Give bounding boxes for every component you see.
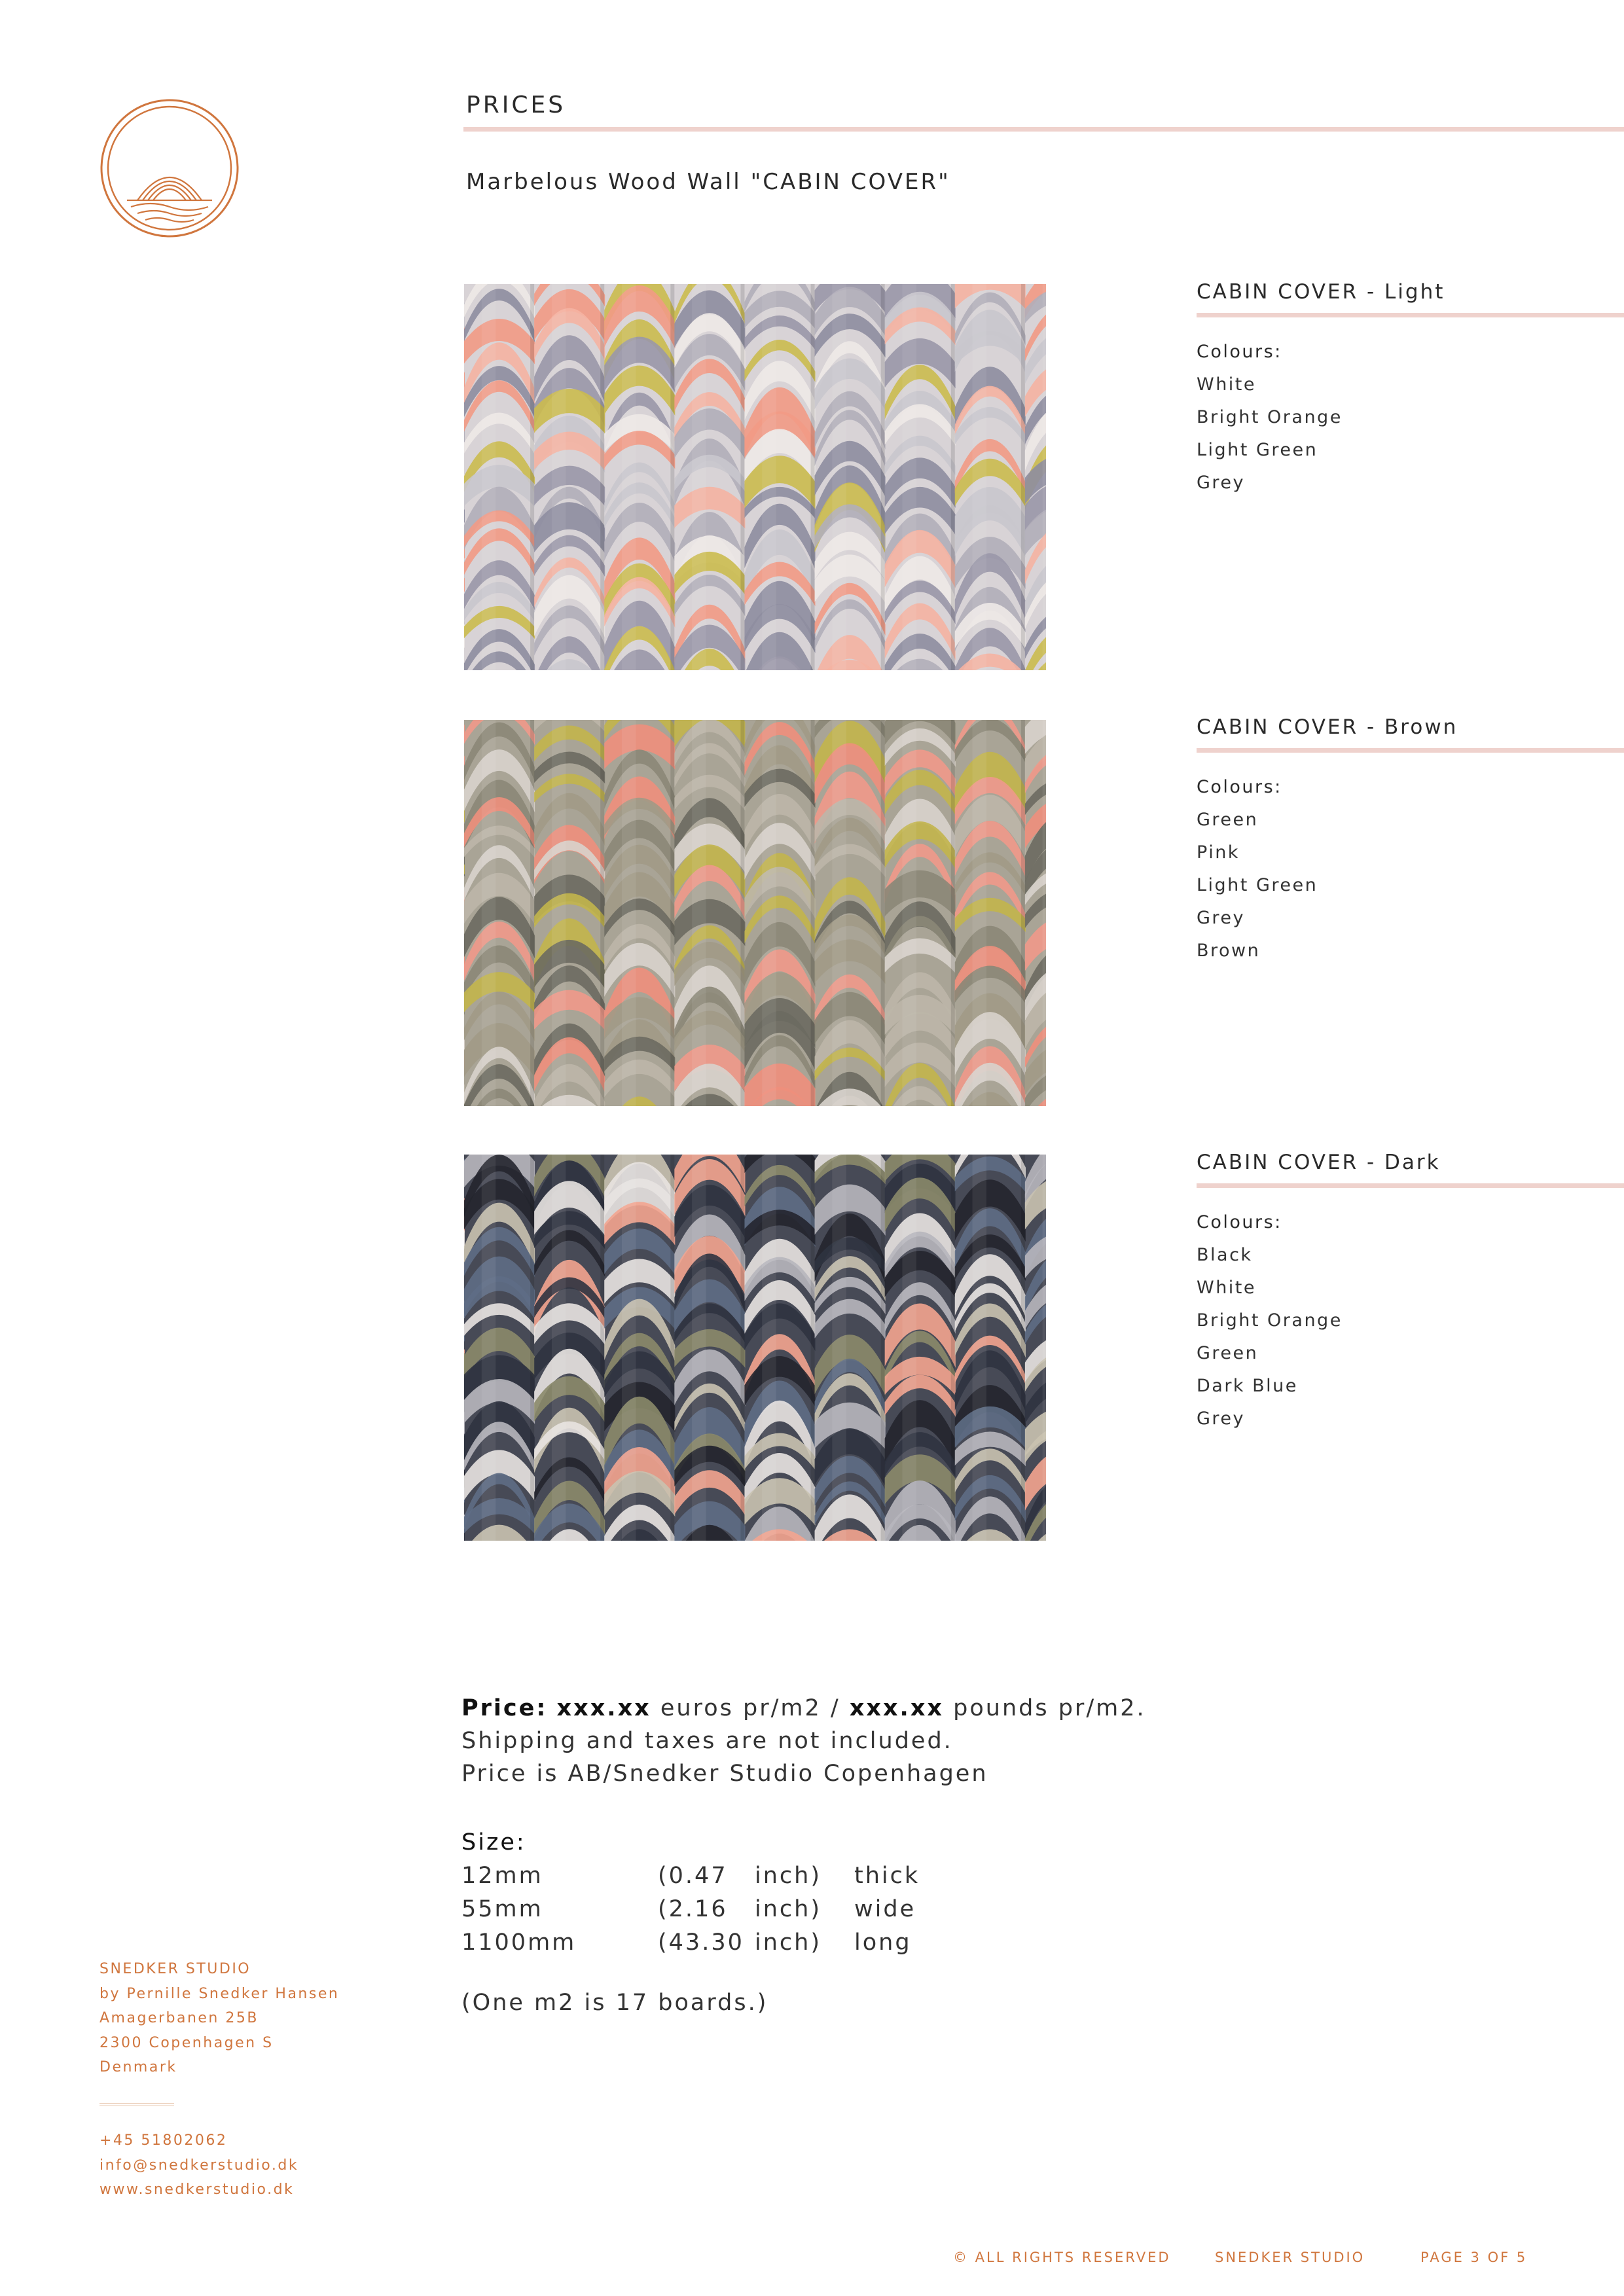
size-unit: inch) bbox=[755, 1929, 821, 1956]
size-row bbox=[461, 1859, 920, 1893]
phone-number: +45 51802062 bbox=[99, 2132, 228, 2149]
footer-studio: SNEDKER STUDIO bbox=[1215, 2250, 1365, 2265]
colour-item: Bright Orange bbox=[1197, 1310, 1343, 1331]
size-row bbox=[461, 1893, 916, 1926]
colour-item: Green bbox=[1197, 810, 1259, 830]
colours-label: Colours: bbox=[1197, 777, 1282, 797]
size-inch: (43.30 bbox=[658, 1929, 744, 1956]
sunrise-waves-logo-icon bbox=[98, 97, 241, 240]
colour-list bbox=[1197, 804, 1624, 967]
studio-logo bbox=[98, 97, 241, 240]
variant-light bbox=[1197, 279, 1624, 499]
price-label: Price: bbox=[461, 1695, 548, 1721]
city-address: 2300 Copenhagen S bbox=[99, 2034, 274, 2051]
size-inch: (2.16 bbox=[658, 1896, 728, 1922]
colour-item: Brown bbox=[1197, 941, 1261, 961]
contact-details bbox=[99, 2128, 298, 2202]
colour-list bbox=[1197, 368, 1624, 499]
owner-name: by Pernille Snedker Hansen bbox=[99, 1985, 340, 2002]
colours-label: Colours: bbox=[1197, 342, 1282, 362]
product-image-brown bbox=[464, 720, 1046, 1106]
variant-divider bbox=[1197, 1183, 1624, 1188]
colour-item: Black bbox=[1197, 1245, 1253, 1265]
colour-item: Grey bbox=[1197, 473, 1246, 493]
size-dimension: wide bbox=[854, 1896, 916, 1922]
product-subtitle: Marbelous Wood Wall "CABIN COVER" bbox=[466, 169, 950, 195]
website-link[interactable]: www.snedkerstudio.dk bbox=[99, 2181, 295, 2198]
colour-list bbox=[1197, 1239, 1624, 1435]
colour-item: Pink bbox=[1197, 842, 1240, 863]
colour-item: Bright Orange bbox=[1197, 407, 1343, 427]
size-dimension: long bbox=[854, 1929, 912, 1956]
price-pounds-text: pounds pr/m2. bbox=[953, 1695, 1146, 1721]
size-inch: (0.47 bbox=[658, 1863, 728, 1889]
variant-name: CABIN COVER - Brown bbox=[1197, 715, 1458, 739]
title-divider bbox=[463, 127, 1624, 132]
size-label: Size: bbox=[461, 1829, 526, 1856]
footer-rights: © ALL RIGHTS RESERVED bbox=[953, 2250, 1171, 2265]
size-row bbox=[461, 1926, 912, 1960]
price-euros-value: xxx.xx bbox=[556, 1695, 651, 1721]
variant-divider bbox=[1197, 748, 1624, 753]
company-name: SNEDKER STUDIO bbox=[99, 1961, 251, 1977]
colour-item: White bbox=[1197, 1278, 1257, 1298]
size-unit: inch) bbox=[755, 1863, 821, 1889]
price-section bbox=[461, 1692, 1146, 1790]
colour-item: Light Green bbox=[1197, 875, 1318, 895]
colour-item: Grey bbox=[1197, 908, 1246, 928]
price-terms: Price is AB/Snedker Studio Copenhagen bbox=[461, 1761, 988, 1787]
product-image-light bbox=[464, 284, 1046, 670]
price-euros-text: euros pr/m2 / bbox=[660, 1695, 840, 1721]
colours-label: Colours: bbox=[1197, 1212, 1282, 1232]
footer-page-number: PAGE 3 OF 5 bbox=[1420, 2250, 1528, 2265]
contact-divider bbox=[99, 2103, 174, 2106]
variant-divider bbox=[1197, 313, 1624, 317]
country: Denmark bbox=[99, 2059, 177, 2075]
variant-dark bbox=[1197, 1149, 1624, 1435]
product-image-dark bbox=[464, 1155, 1046, 1541]
colour-item: Grey bbox=[1197, 1408, 1246, 1429]
colour-item: Light Green bbox=[1197, 440, 1318, 460]
size-metric: 55mm bbox=[461, 1896, 543, 1922]
size-section bbox=[461, 1826, 920, 1960]
marbled-panel-dark-image bbox=[464, 1155, 1046, 1541]
size-dimension: thick bbox=[854, 1863, 920, 1889]
variant-name: CABIN COVER - Light bbox=[1197, 280, 1445, 304]
boards-note: (One m2 is 17 boards.) bbox=[461, 1990, 768, 2016]
variant-name: CABIN COVER - Dark bbox=[1197, 1151, 1441, 1174]
shipping-note: Shipping and taxes are not included. bbox=[461, 1728, 953, 1754]
street-address: Amagerbanen 25B bbox=[99, 2010, 259, 2026]
page-title: PRICES bbox=[466, 92, 566, 118]
price-pounds-value: xxx.xx bbox=[849, 1695, 944, 1721]
size-unit: inch) bbox=[755, 1896, 821, 1922]
colour-item: White bbox=[1197, 374, 1257, 395]
marbled-panel-light-image bbox=[464, 284, 1046, 670]
price-line bbox=[461, 1692, 1146, 1725]
colour-item: Dark Blue bbox=[1197, 1376, 1298, 1396]
size-metric: 12mm bbox=[461, 1863, 543, 1889]
contact-address bbox=[99, 1957, 339, 2080]
marbled-panel-brown-image bbox=[464, 720, 1046, 1106]
variant-brown bbox=[1197, 714, 1624, 967]
email-link[interactable]: info@snedkerstudio.dk bbox=[99, 2157, 299, 2174]
size-metric: 1100mm bbox=[461, 1929, 577, 1956]
colour-item: Green bbox=[1197, 1343, 1259, 1363]
